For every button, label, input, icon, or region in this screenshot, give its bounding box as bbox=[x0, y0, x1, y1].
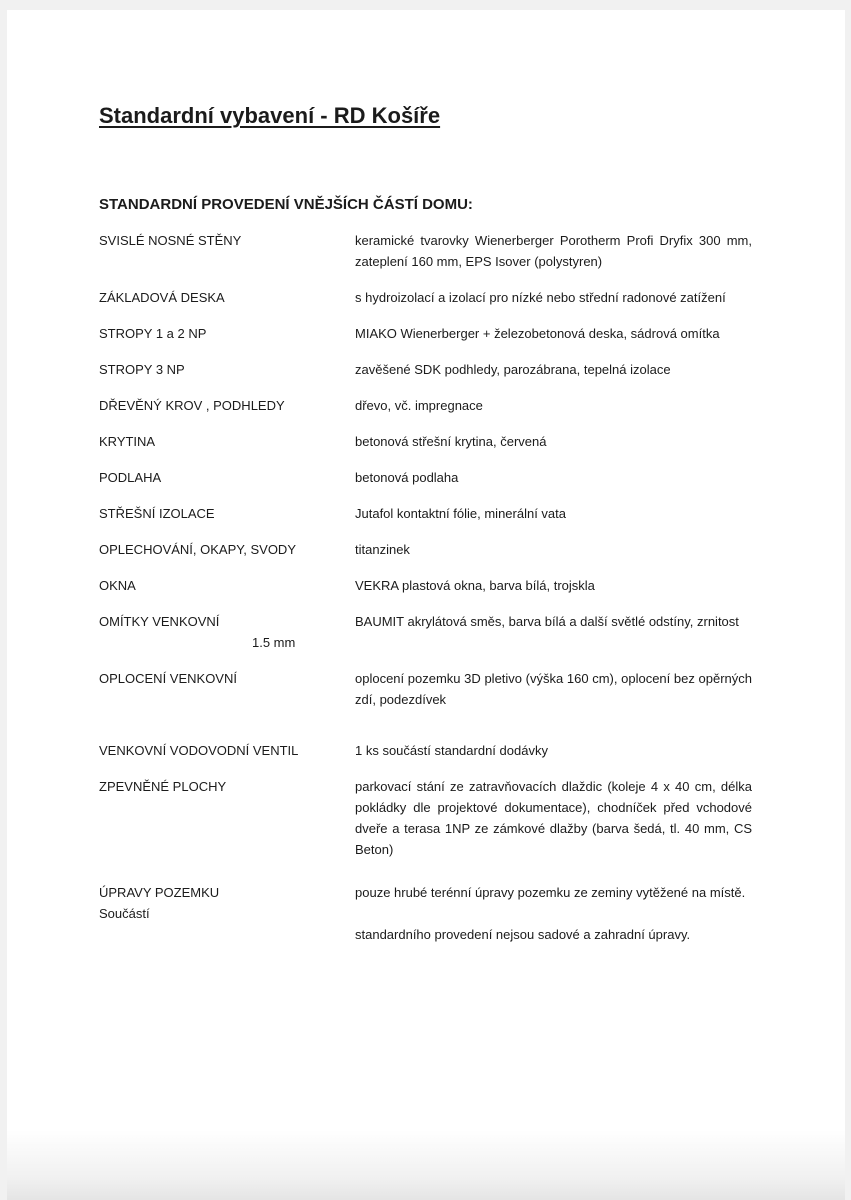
document-title: Standardní vybavení - RD Košíře bbox=[99, 103, 441, 128]
spec-label-continuation: Součástí bbox=[99, 906, 150, 921]
spec-label bbox=[99, 668, 355, 689]
spec-description bbox=[355, 287, 752, 308]
spec-row bbox=[99, 467, 753, 488]
spec-label-text: STROPY 3 NP bbox=[99, 362, 185, 377]
spec-label bbox=[99, 503, 355, 524]
spec-label-text: PODLAHA bbox=[99, 470, 162, 485]
spec-label bbox=[99, 882, 355, 924]
spec-label-text: ÚPRAVY POZEMKU bbox=[99, 885, 220, 900]
spec-label-text: VENKOVNÍ VODOVODNÍ VENTIL bbox=[99, 743, 299, 758]
spec-label-text: DŘEVĚNÝ KROV , PODHLEDY bbox=[99, 398, 285, 413]
spec-table bbox=[99, 230, 753, 945]
spec-label bbox=[99, 539, 355, 560]
spec-description-text: VEKRA plastová okna, barva bílá, trojskla bbox=[355, 578, 595, 593]
spec-description bbox=[355, 230, 752, 272]
spec-row bbox=[99, 668, 753, 710]
document-page bbox=[7, 10, 845, 1200]
spec-description bbox=[355, 740, 752, 761]
spec-description-text: titanzinek bbox=[355, 542, 410, 557]
spec-description-text: dřevo, vč. impregnace bbox=[355, 398, 483, 413]
spec-description bbox=[355, 539, 752, 560]
spec-row bbox=[99, 611, 753, 653]
spec-label bbox=[99, 323, 355, 344]
spec-label bbox=[99, 230, 355, 251]
spec-label-text: OPLECHOVÁNÍ, OKAPY, SVODY bbox=[99, 542, 296, 557]
spec-description-text-2: standardního provedení nejsou sadové a zahradní úpravy. bbox=[355, 927, 691, 942]
spec-label bbox=[99, 395, 355, 416]
spec-label-text: KRYTINA bbox=[99, 434, 156, 449]
spec-label-text: SVISLÉ NOSNÉ STĚNY bbox=[99, 233, 242, 248]
section-heading: STANDARDNÍ PROVEDENÍ VNĚJŠÍCH ČÁSTÍ DOMU: bbox=[99, 196, 473, 213]
spec-description-text: oplocení pozemku 3D pletivo (výška 160 cm), oplocení bez opěrných zdí, podezdívek bbox=[355, 671, 752, 707]
spec-description-text: keramické tvarovky Wienerberger Porotherm Profi Dryfix 300 mm, zateplení 160 mm, EPS Isover (polystyren) bbox=[355, 233, 752, 269]
spec-row bbox=[99, 230, 753, 272]
spec-row bbox=[99, 539, 753, 560]
spec-label-text: ZÁKLADOVÁ DESKA bbox=[99, 290, 225, 305]
spec-description bbox=[355, 575, 752, 596]
spec-description-text: parkovací stání ze zatravňovacích dlaždic (koleje 4 x 40 cm, délka pokládky dle projektové dokumentace), chodníček před vchodové dveře a terasa 1NP ze zámkové dlažby (barva šedá, tl. 40 mm, CS Beton) bbox=[355, 779, 752, 857]
spec-row bbox=[99, 575, 753, 596]
spec-description-text: zavěšené SDK podhledy, parozábrana, tepelná izolace bbox=[355, 362, 671, 377]
spec-description-text: Jutafol kontaktní fólie, minerální vata bbox=[355, 506, 567, 521]
spec-label bbox=[99, 740, 355, 761]
spec-description-text: MIAKO Wienerberger + železobetonová deska, sádrová omítka bbox=[355, 326, 720, 341]
spec-row bbox=[99, 323, 753, 344]
spec-description bbox=[355, 503, 752, 524]
spec-row bbox=[99, 882, 753, 945]
spec-label bbox=[99, 467, 355, 488]
spec-description bbox=[355, 467, 752, 488]
spec-row bbox=[99, 395, 753, 416]
spec-description-text: pouze hrubé terénní úpravy pozemku ze zeminy vytěžené na místě. bbox=[355, 885, 746, 900]
spec-row bbox=[99, 740, 753, 761]
spec-row bbox=[99, 359, 753, 380]
spec-description bbox=[355, 431, 752, 452]
spec-description-text: 1 ks součástí standardní dodávky bbox=[355, 743, 548, 758]
spec-description bbox=[355, 776, 752, 860]
spec-label bbox=[99, 359, 355, 380]
spec-row bbox=[99, 431, 753, 452]
spec-description bbox=[355, 359, 752, 380]
spec-description-text: s hydroizolací a izolací pro nízké nebo střední radonové zatížení bbox=[355, 290, 726, 305]
spec-row bbox=[99, 503, 753, 524]
spec-description bbox=[355, 395, 752, 416]
spec-label-text: OMÍTKY VENKOVNÍ bbox=[99, 614, 220, 629]
spec-label-text: OKNA bbox=[99, 578, 136, 593]
spec-label-text: ZPEVNĚNÉ PLOCHY bbox=[99, 779, 227, 794]
spec-label-text: STŘEŠNÍ IZOLACE bbox=[99, 506, 215, 521]
spec-row bbox=[99, 287, 753, 308]
spec-description-text: BAUMIT akrylátová směs, barva bílá a další světlé odstíny, zrnitost bbox=[355, 614, 739, 629]
spec-label bbox=[99, 575, 355, 596]
spec-label-text: OPLOCENÍ VENKOVNÍ bbox=[99, 671, 237, 686]
spec-description bbox=[355, 323, 752, 344]
spec-description bbox=[355, 611, 752, 632]
spec-label bbox=[99, 611, 355, 653]
spec-description bbox=[355, 882, 752, 945]
spec-label-continuation: 1.5 mm bbox=[252, 635, 296, 650]
spec-label bbox=[99, 431, 355, 452]
spec-row bbox=[99, 776, 753, 860]
spec-description-text: betonová podlaha bbox=[355, 470, 459, 485]
spec-label-text: STROPY 1 a 2 NP bbox=[99, 326, 207, 341]
spec-description-text: betonová střešní krytina, červená bbox=[355, 434, 547, 449]
spec-label bbox=[99, 776, 355, 797]
spec-label bbox=[99, 287, 355, 308]
spec-description bbox=[355, 668, 752, 710]
